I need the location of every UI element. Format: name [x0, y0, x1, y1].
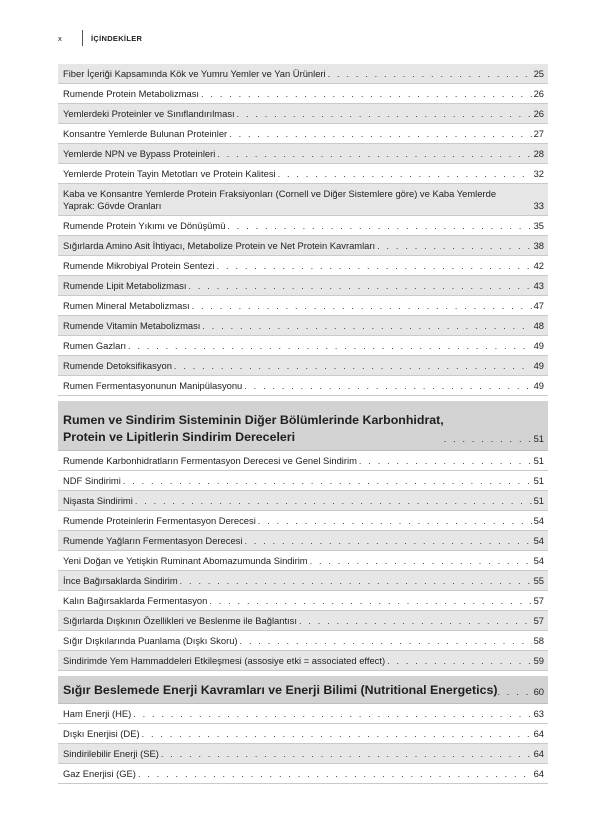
dot-leader — [201, 88, 532, 100]
toc-entry-page: 57 — [533, 595, 544, 606]
toc-entry-title: Yemlerdeki Proteinler ve Sınıflandırılması — [63, 108, 235, 119]
dot-leader — [229, 128, 531, 140]
toc-entry-title: Sığırlarda Dışkının Özellikleri ve Beslenme ile Bağlantısı — [63, 615, 297, 626]
section-heading-text — [63, 412, 444, 446]
toc-entry-page: 54 — [533, 515, 544, 526]
dot-leader — [244, 380, 531, 392]
toc-entry-title: Rumen Mineral Metabolizması — [63, 300, 190, 311]
toc-entry-title: Konsantre Yemlerde Bulunan Proteinler — [63, 128, 228, 139]
toc-entry[interactable] — [58, 376, 548, 396]
dot-leader — [258, 515, 532, 527]
toc-entry-page: 64 — [533, 768, 544, 779]
dot-leader — [189, 280, 532, 292]
toc-entry-page: 25 — [533, 68, 544, 79]
toc-entry[interactable] — [58, 764, 548, 784]
dot-leader — [244, 535, 531, 547]
toc-entry-title: Rumende Lipit Metabolizması — [63, 280, 187, 291]
dot-leader — [359, 455, 532, 467]
toc-entry-page: 49 — [533, 360, 544, 371]
dot-leader — [328, 68, 532, 80]
dot-leader — [240, 635, 532, 647]
toc-entry-page: 59 — [533, 655, 544, 666]
toc-entry-title: Sindirilebilir Enerji (SE) — [63, 748, 159, 759]
toc-entry[interactable] — [58, 64, 548, 84]
dot-leader — [377, 240, 531, 252]
toc-entry[interactable] — [58, 611, 548, 631]
toc-entry[interactable] — [58, 531, 548, 551]
toc-group-2 — [58, 451, 548, 671]
toc-entry-title: İnce Bağırsaklarda Sindirim — [63, 575, 178, 586]
section-heading-line-1: Rumen ve Sindirim Sisteminin Diğer Bölümlerinde Karbonhidrat, — [63, 413, 444, 427]
dot-leader — [310, 555, 532, 567]
toc-entry-page: 54 — [533, 535, 544, 546]
toc-entry-page: 51 — [533, 475, 544, 486]
toc-entry-page: 26 — [533, 88, 544, 99]
toc-entry[interactable] — [58, 296, 548, 316]
page-number: x — [58, 33, 63, 43]
toc-entry-title: Yemlerde Protein Tayin Metotları ve Protein Kalitesi — [63, 168, 276, 179]
toc-entry[interactable] — [58, 84, 548, 104]
toc-entry-page: 47 — [533, 300, 544, 311]
toc-entry-title: Sığır Dışkılarında Puanlama (Dışkı Skoru) — [63, 635, 238, 646]
toc-entry-title: Rumende Proteinlerin Fermentasyon Derecesi — [63, 515, 256, 526]
toc-entry-title: Rumende Mikrobiyal Protein Sentezi — [63, 260, 215, 271]
toc-entry-page: 26 — [533, 108, 544, 119]
toc-entry[interactable] — [58, 164, 548, 184]
toc-entry[interactable] — [58, 491, 548, 511]
toc-entry-page: 48 — [533, 320, 544, 331]
toc-entry-page: 35 — [533, 220, 544, 231]
dot-leader — [217, 148, 531, 160]
toc-entry[interactable] — [58, 276, 548, 296]
dot-leader — [498, 687, 532, 699]
dot-leader — [123, 475, 532, 487]
toc-entry-title: Nişasta Sindirimi — [63, 495, 133, 506]
toc-entry[interactable] — [58, 724, 548, 744]
toc-entry-page: 33 — [533, 200, 544, 211]
header-title: İÇİNDEKİLER — [91, 33, 143, 43]
dot-leader — [227, 220, 531, 232]
toc-entry-page: 51 — [533, 455, 544, 466]
dot-leader — [128, 340, 532, 352]
toc-entry-page: 57 — [533, 615, 544, 626]
toc-entry[interactable] — [58, 704, 548, 724]
section-page-number: 60 — [533, 686, 544, 697]
toc-entry[interactable] — [58, 471, 548, 491]
toc-section-heading-1[interactable] — [58, 401, 548, 451]
toc-entry-title: Sindirimde Yem Hammaddeleri Etkileşmesi (assosiye etki = associated effect) — [63, 655, 386, 666]
dot-leader — [278, 168, 532, 180]
toc-entry-page: 27 — [533, 128, 544, 139]
toc-entry-page: 58 — [533, 635, 544, 646]
toc-entry[interactable] — [58, 184, 548, 216]
dot-leader — [161, 748, 532, 760]
toc-entry[interactable] — [58, 316, 548, 336]
toc-entry[interactable] — [58, 511, 548, 531]
toc-entry[interactable] — [58, 336, 548, 356]
toc-entry-page: 51 — [533, 495, 544, 506]
table-of-contents — [58, 64, 548, 784]
dot-leader — [192, 300, 532, 312]
toc-entry[interactable] — [58, 124, 548, 144]
toc-entry-title: Kalın Bağırsaklarda Fermentasyon — [63, 595, 208, 606]
toc-entry[interactable] — [58, 356, 548, 376]
toc-entry-title: Rumen Gazları — [63, 340, 127, 351]
toc-entry[interactable] — [58, 144, 548, 164]
toc-entry-page: 49 — [533, 340, 544, 351]
dot-leader — [135, 495, 532, 507]
toc-entry[interactable] — [58, 651, 548, 671]
dot-leader — [180, 575, 532, 587]
toc-entry[interactable] — [58, 104, 548, 124]
toc-group-1 — [58, 64, 548, 396]
toc-entry-title: Yeni Doğan ve Yetişkin Ruminant Abomazumunda Sindirim — [63, 555, 308, 566]
toc-entry[interactable] — [58, 236, 548, 256]
toc-entry-page: 55 — [533, 575, 544, 586]
toc-entry-page: 64 — [533, 748, 544, 759]
toc-entry-page: 32 — [533, 168, 544, 179]
dot-leader — [209, 595, 531, 607]
section-heading-line-2: Protein ve Lipitlerin Sindirim Dereceleri — [63, 430, 296, 444]
toc-entry[interactable] — [58, 256, 548, 276]
toc-entry-title: Rumende Yağların Fermentasyon Derecesi — [63, 535, 243, 546]
toc-entry-title: Kaba ve Konsantre Yemlerde Protein Fraksiyonları (Cornell ve Diğer Sistemlere göre) ve Kaba Yemlerde Yaprak: Gövde Oranları — [63, 188, 497, 211]
toc-entry-title: Fiber İçeriği Kapsamında Kök ve Yumru Yemler ve Yan Ürünleri — [63, 68, 326, 79]
toc-entry-title: Ham Enerji (HE) — [63, 708, 132, 719]
toc-entry-title: Rumende Detoksifikasyon — [63, 360, 172, 371]
header-divider — [82, 30, 83, 46]
toc-entry-title: Yemlerde NPN ve Bypass Proteinleri — [63, 148, 216, 159]
toc-entry-page: 63 — [533, 708, 544, 719]
toc-entry[interactable] — [58, 216, 548, 236]
dot-leader — [142, 728, 532, 740]
toc-entry-title: Sığırlarda Amino Asit İhtiyacı, Metabolize Protein ve Net Protein Kavramları — [63, 240, 376, 251]
toc-entry[interactable] — [58, 744, 548, 764]
toc-entry-page: 54 — [533, 555, 544, 566]
toc-entry-page: 38 — [533, 240, 544, 251]
section-heading-text: Sığır Beslemede Enerji Kavramları ve Enerji Bilimi (Nutritional Energetics) — [63, 683, 498, 697]
toc-entry[interactable] — [58, 571, 548, 591]
dot-leader — [202, 320, 531, 332]
toc-entry-page: 28 — [533, 148, 544, 159]
toc-entry[interactable] — [58, 451, 548, 471]
toc-entry-title: Rumende Vitamin Metabolizması — [63, 320, 201, 331]
toc-entry-title: Rumen Fermentasyonunun Manipülasyonu — [63, 380, 243, 391]
toc-entry-title: NDF Sindirimi — [63, 475, 121, 486]
dot-leader — [237, 108, 532, 120]
dot-leader — [387, 655, 531, 667]
toc-entry-title: Rumende Protein Yıkımı ve Dönüşümü — [63, 220, 226, 231]
toc-entry[interactable] — [58, 551, 548, 571]
toc-group-3 — [58, 704, 548, 784]
dot-leader — [133, 708, 531, 720]
toc-entry-page: 64 — [533, 728, 544, 739]
toc-entry[interactable] — [58, 631, 548, 651]
dot-leader — [174, 360, 532, 372]
toc-section-heading-2[interactable] — [58, 676, 548, 704]
toc-entry-title: Gaz Enerjisi (GE) — [63, 768, 136, 779]
toc-entry-title: Rumende Protein Metabolizması — [63, 88, 200, 99]
toc-entry-title: Dışkı Enerjisi (DE) — [63, 728, 140, 739]
toc-entry-page: 43 — [533, 280, 544, 291]
dot-leader — [299, 615, 532, 627]
dot-leader — [217, 260, 532, 272]
toc-entry-page: 42 — [533, 260, 544, 271]
page-header — [58, 30, 558, 46]
toc-entry[interactable] — [58, 591, 548, 611]
section-page-number: 51 — [533, 433, 544, 444]
toc-entry-page: 49 — [533, 380, 544, 391]
dot-leader — [444, 434, 532, 446]
dot-leader — [138, 768, 532, 780]
toc-entry-title: Rumende Karbonhidratların Fermentasyon Derecesi ve Genel Sindirim — [63, 455, 357, 466]
